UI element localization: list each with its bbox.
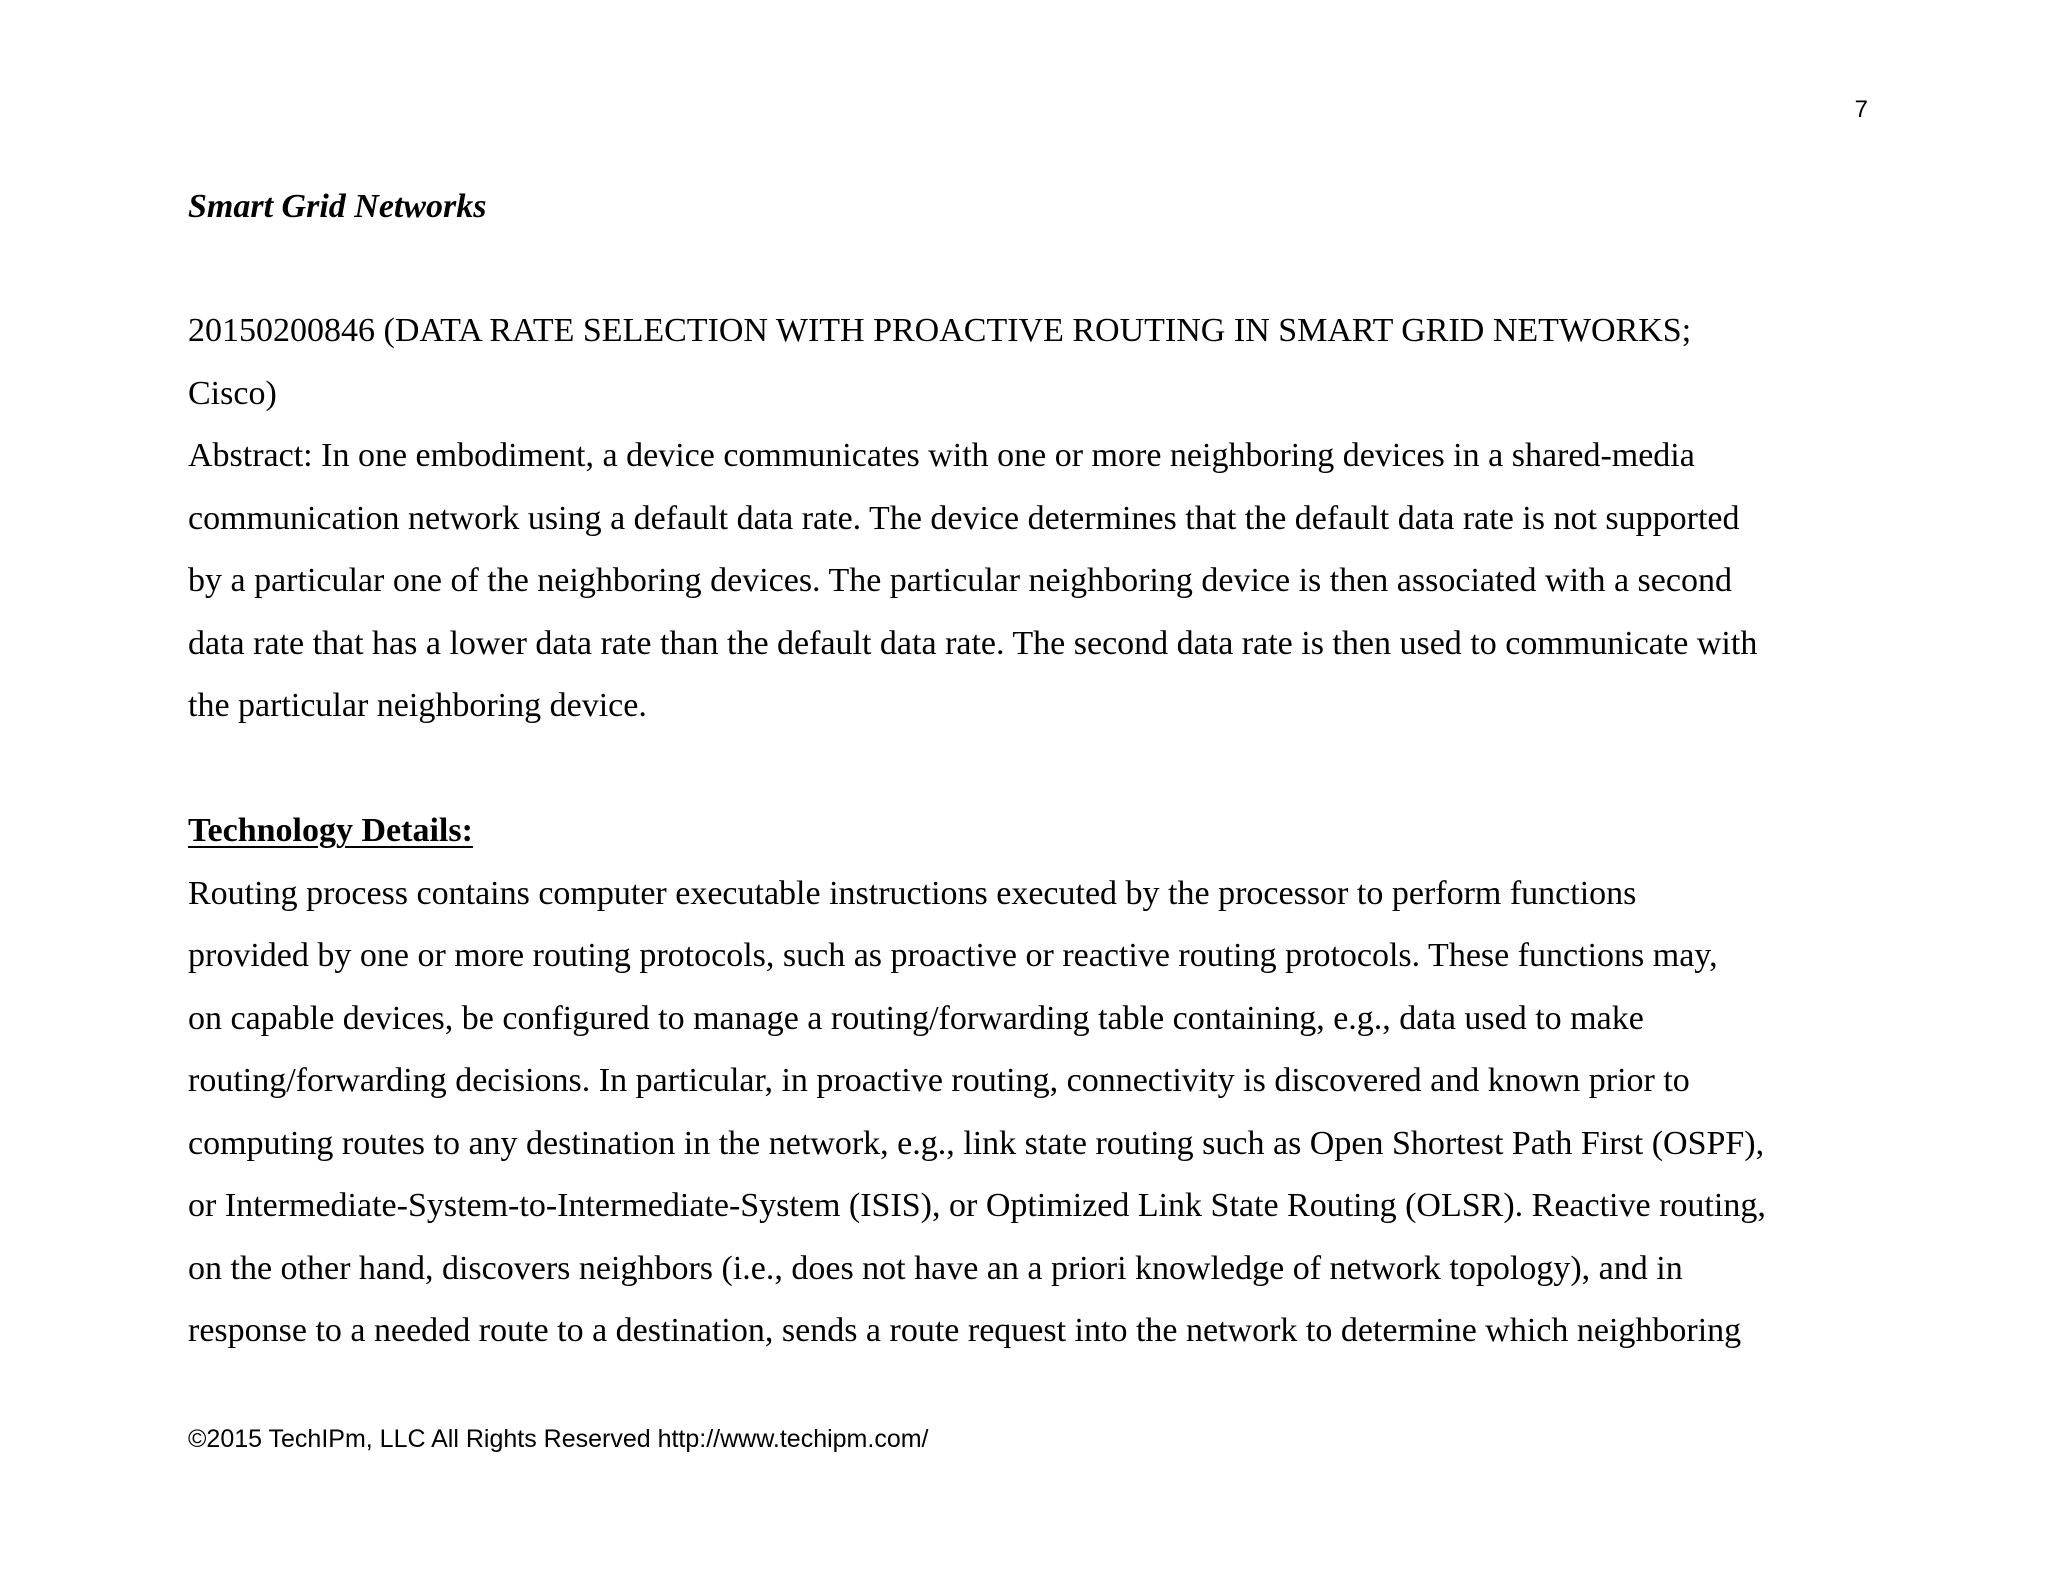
patent-title-line: 20150200846 (DATA RATE SELECTION WITH PROACTIVE ROUTING IN SMART GRID NETWORKS; [188, 312, 1692, 349]
technology-details [188, 800, 1908, 1363]
abstract-line: data rate that has a lower data rate than the default data rate. The second data rate is then used to communicate with [188, 624, 1758, 662]
copyright-footer: ©2015 TechIPm, LLC All Rights Reserved http://www.techipm.com/ [188, 1425, 929, 1453]
technology-details-line: on the other hand, discovers neighbors (i.e., does not have an a priori knowledge of network topology), and in [188, 1249, 1683, 1287]
technology-details-line: Routing process contains computer executable instructions executed by the processor to perform functions [188, 874, 1637, 912]
technology-details-line: on capable devices, be configured to manage a routing/forwarding table containing, e.g., data used to make [188, 999, 1644, 1037]
section-title: Smart Grid Networks [188, 188, 487, 225]
abstract-line: Abstract: In one embodiment, a device communicates with one or more neighboring devices in a shared-media [188, 437, 1695, 474]
abstract-line: communication network using a default data rate. The device determines that the default data rate is not supported [188, 499, 1740, 537]
abstract-line: the particular neighboring device. [188, 687, 647, 724]
patent-entry [188, 300, 1908, 738]
technology-details-line: provided by one or more routing protocols, such as proactive or reactive routing protocols. These functions may, [188, 937, 1718, 974]
technology-details-line: routing/forwarding decisions. In particular, in proactive routing, connectivity is discovered and known prior to [188, 1062, 1690, 1099]
technology-details-line: computing routes to any destination in the network, e.g., link state routing such as Open Shortest Path First (OSPF), [188, 1124, 1765, 1162]
page-number: 7 [1854, 96, 1868, 123]
technology-details-heading: Technology Details: [188, 812, 473, 849]
technology-details-line: response to a needed route to a destination, sends a route request into the network to determine which neighboring [188, 1312, 1742, 1349]
page-content [188, 176, 1908, 1363]
patent-title-line: Cisco) [188, 374, 277, 412]
abstract-line: by a particular one of the neighboring devices. The particular neighboring device is then associated with a second [188, 562, 1732, 599]
technology-details-line: or Intermediate-System-to-Intermediate-System (ISIS), or Optimized Link State Routing (OLSR). Reactive routing, [188, 1187, 1766, 1224]
